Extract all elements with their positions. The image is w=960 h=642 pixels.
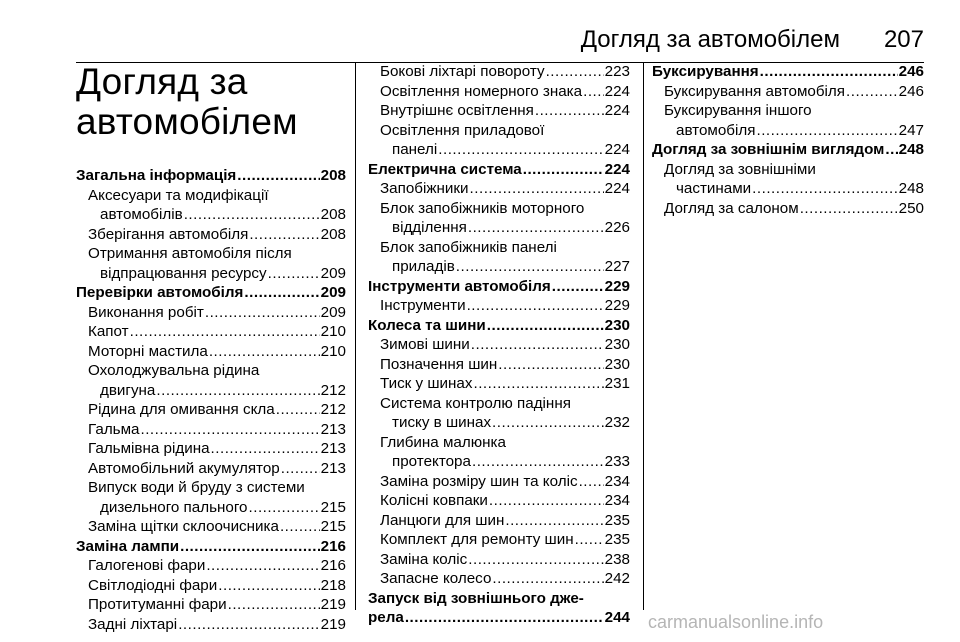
toc-section[interactable]: Інструменти автомобіля ..... 229 xyxy=(368,277,630,297)
toc-entry[interactable]: Галогенові фари ..... 216 xyxy=(76,556,346,576)
toc-entry[interactable]: тиску в шинах ..... 232 xyxy=(368,413,630,433)
toc-entry[interactable]: Автомобільний акумулятор ..... 213 xyxy=(76,459,346,479)
toc-entry[interactable]: Заміна щітки склоочисника ..... 215 xyxy=(76,517,346,537)
toc-section[interactable]: Колеса та шини ..... 230 xyxy=(368,316,630,336)
toc-entry[interactable]: Запасне колесо ..... 242 xyxy=(368,569,630,589)
toc-section[interactable]: Заміна лампи ..... 216 xyxy=(76,537,346,557)
toc-entry[interactable]: Колісні ковпаки ..... 234 xyxy=(368,491,630,511)
toc-entry[interactable]: відпрацювання ресурсу ..... 209 xyxy=(76,264,346,284)
toc-entry[interactable]: дизельного пального ..... 215 xyxy=(76,498,346,518)
toc-entry[interactable]: Догляд за салоном ..... 250 xyxy=(652,199,924,219)
toc-section[interactable]: Буксирування ..... 246 xyxy=(652,62,924,82)
toc-entry[interactable]: Заміна розміру шин та коліс ..... 234 xyxy=(368,472,630,492)
toc-entry[interactable]: Гальмівна рідина ..... 213 xyxy=(76,439,346,459)
toc-entry[interactable]: Гальма ..... 213 xyxy=(76,420,346,440)
toc-entry[interactable]: Отримання автомобіля після xyxy=(88,245,292,262)
toc-section[interactable]: Загальна інформація ..... 208 xyxy=(76,166,346,186)
toc-entry[interactable]: Комплект для ремонту шин ..... 235 xyxy=(368,530,630,550)
toc-column-2 xyxy=(368,62,630,628)
toc-entry[interactable]: Догляд за зовнішніми xyxy=(664,160,816,178)
toc-entry[interactable]: автомобіля ..... 247 xyxy=(652,121,924,141)
toc-section[interactable]: рела ..... 244 xyxy=(368,608,630,628)
toc-section[interactable]: Перевірки автомобіля ..... 209 xyxy=(76,283,346,303)
page-number: 207 xyxy=(883,26,924,53)
toc-entry[interactable]: Освітлення приладової xyxy=(380,121,545,139)
toc-entry[interactable]: Зимові шини ..... 230 xyxy=(368,335,630,355)
watermark: carmanualsonline.info xyxy=(648,612,824,632)
toc-entry[interactable]: Моторні мастила ..... 210 xyxy=(76,342,346,362)
page-header xyxy=(76,26,924,56)
toc-entry[interactable]: Світлодіодні фари ..... 218 xyxy=(76,576,346,596)
toc-entry[interactable]: Ланцюги для шин ..... 235 xyxy=(368,511,630,531)
toc-entry[interactable]: Протитуманні фари ..... 219 xyxy=(76,595,346,615)
toc-section[interactable]: Електрична система ..... 224 xyxy=(368,160,630,180)
toc-entry[interactable]: Система контролю падіння xyxy=(380,394,571,412)
toc-entry[interactable]: Зберігання автомобіля ..... 208 xyxy=(76,225,346,245)
toc-column-1 xyxy=(76,62,346,634)
toc-entry[interactable]: Тиск у шинах ..... 231 xyxy=(368,374,630,394)
toc-entry[interactable]: Охолоджувальна рідина xyxy=(88,362,260,379)
toc-entry[interactable]: Освітлення номерного знака ..... 224 xyxy=(368,82,630,102)
toc-entry[interactable]: Аксесуари та модифікації xyxy=(88,186,269,204)
toc-entry[interactable]: Запобіжники ..... 224 xyxy=(368,179,630,199)
toc-entry[interactable]: протектора ..... 233 xyxy=(368,452,630,472)
chapter-title: Догляд за автомобілем xyxy=(76,61,298,142)
column-divider xyxy=(355,62,356,610)
toc-entry[interactable]: Задні ліхтарі ..... 219 xyxy=(76,615,346,635)
toc-section[interactable]: Запуск від зовнішнього дже- xyxy=(368,589,584,607)
toc-entry[interactable]: частинами ..... 248 xyxy=(652,179,924,199)
toc-entry[interactable]: Буксирування автомобіля ..... 246 xyxy=(652,82,924,102)
toc-entry[interactable]: Глибина малюнка xyxy=(380,433,506,451)
toc-entry[interactable]: Бокові ліхтарі повороту ..... 223 xyxy=(368,62,630,82)
toc-entry[interactable]: Рідина для омивання скла ..... 212 xyxy=(76,400,346,420)
toc-entry[interactable]: двигуна ..... 212 xyxy=(76,381,346,401)
toc-entry[interactable]: Виконання робіт ..... 209 xyxy=(76,303,346,323)
toc-entry[interactable]: Внутрішнє освітлення ..... 224 xyxy=(368,101,630,121)
toc-entry[interactable]: приладів ..... 227 xyxy=(368,257,630,277)
toc-column-3 xyxy=(652,62,924,218)
toc-section[interactable]: Догляд за зовнішнім виглядом ..... 248 xyxy=(652,140,924,160)
toc-entry[interactable]: відділення ..... 226 xyxy=(368,218,630,238)
column-divider xyxy=(643,62,644,610)
toc-entry[interactable]: автомобілів ..... 208 xyxy=(76,205,346,225)
toc-entry[interactable]: Позначення шин ..... 230 xyxy=(368,355,630,375)
toc-entry[interactable]: Заміна коліс ..... 238 xyxy=(368,550,630,570)
toc-entry[interactable]: Капот ..... 210 xyxy=(76,322,346,342)
toc-entry[interactable]: Випуск води й бруду з системи xyxy=(88,479,305,496)
toc-entry[interactable]: Буксирування іншого xyxy=(664,102,812,119)
toc-entry[interactable]: Інструменти ..... 229 xyxy=(368,296,630,316)
toc-entry[interactable]: панелі ..... 224 xyxy=(368,140,630,160)
running-title: Догляд за автомобілем xyxy=(580,26,840,53)
toc-entry[interactable]: Блок запобіжників моторного xyxy=(380,199,585,217)
toc-entry[interactable]: Блок запобіжників панелі xyxy=(380,238,557,256)
